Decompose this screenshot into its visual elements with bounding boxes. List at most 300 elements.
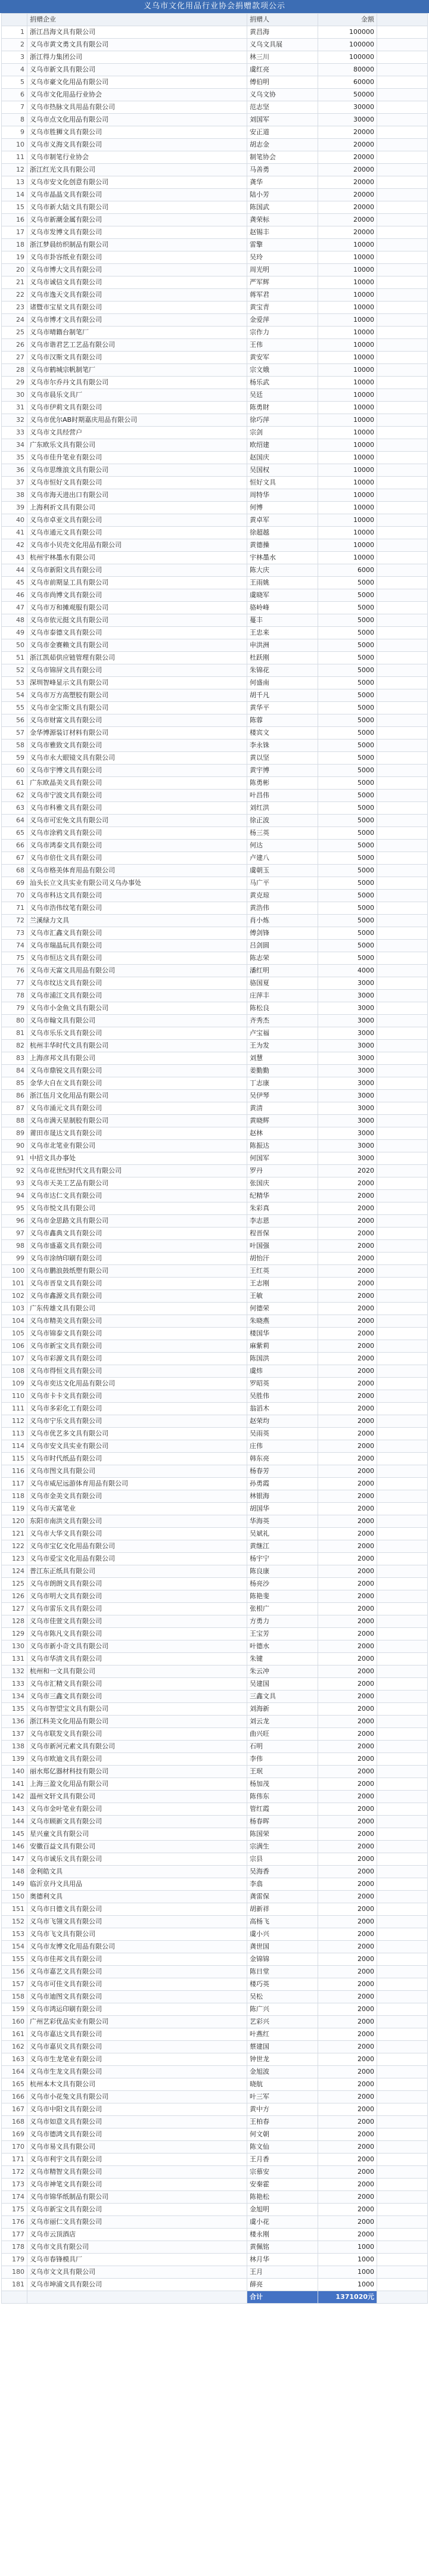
row-amount: 5000 [318, 952, 377, 965]
row-amount: 2000 [318, 1353, 377, 1365]
table-row [2, 1966, 428, 1978]
header-contact: 捐赠人 [247, 14, 318, 26]
row-contact: 黄清 [247, 1102, 318, 1115]
row-spacer [377, 1716, 428, 1728]
row-amount: 2000 [318, 1490, 377, 1503]
row-amount: 2000 [318, 1190, 377, 1202]
row-contact: 吴雨英 [247, 1428, 318, 1440]
row-company: 杭州丰华时代文具有限公司 [27, 1040, 247, 1052]
row-no: 19 [2, 251, 27, 264]
total-company [27, 2291, 247, 2304]
row-contact: 黄浩伟 [247, 902, 318, 915]
table-row [2, 1565, 428, 1578]
row-spacer [377, 64, 428, 76]
row-no: 156 [2, 1966, 27, 1978]
row-no: 173 [2, 2179, 27, 2191]
row-company: 义乌市安文化创意有限公司 [27, 176, 247, 189]
row-no: 29 [2, 377, 27, 389]
row-amount: 2000 [318, 2128, 377, 2141]
table-row [2, 1866, 428, 1878]
row-spacer [377, 2016, 428, 2028]
row-spacer [377, 1127, 428, 1140]
row-no: 129 [2, 1628, 27, 1640]
row-amount: 2000 [318, 1440, 377, 1453]
row-contact: 杨亮沙 [247, 1578, 318, 1590]
row-amount: 5000 [318, 714, 377, 727]
row-company: 杭州和一文具有限公司 [27, 1665, 247, 1678]
row-spacer [377, 1753, 428, 1766]
row-no: 15 [2, 201, 27, 214]
row-amount: 2000 [318, 1640, 377, 1653]
row-contact: 朱云冲 [247, 1665, 318, 1678]
row-contact: 王月香 [247, 2154, 318, 2166]
row-no: 98 [2, 1240, 27, 1253]
row-amount: 2000 [318, 1803, 377, 1816]
table-row [2, 639, 428, 652]
row-amount: 5000 [318, 627, 377, 639]
row-contact: 叶燕红 [247, 2028, 318, 2041]
row-spacer [377, 902, 428, 915]
row-spacer [377, 514, 428, 527]
row-amount: 2000 [318, 1678, 377, 1691]
row-spacer [377, 1778, 428, 1791]
row-amount: 2000 [318, 1340, 377, 1353]
row-no: 90 [2, 1140, 27, 1152]
row-contact: 叶昌伟 [247, 790, 318, 802]
row-amount: 10000 [318, 339, 377, 352]
table-row [2, 1691, 428, 1703]
row-amount: 2000 [318, 1828, 377, 1841]
row-amount: 5000 [318, 639, 377, 652]
row-no: 138 [2, 1741, 27, 1753]
table-row [2, 276, 428, 289]
table-row [2, 1903, 428, 1916]
table-row [2, 214, 428, 226]
row-company: 义乌市格美体育用品有限公司 [27, 865, 247, 877]
row-amount: 20000 [318, 126, 377, 139]
row-amount: 2000 [318, 1565, 377, 1578]
row-contact: 韩东亮 [247, 1453, 318, 1465]
row-contact: 林月华 [247, 2254, 318, 2266]
table-row [2, 589, 428, 602]
row-company: 义乌市华清文具有限公司 [27, 1653, 247, 1665]
row-contact: 安正道 [247, 126, 318, 139]
row-amount: 3000 [318, 1077, 377, 1090]
row-no: 55 [2, 702, 27, 714]
table-row [2, 840, 428, 852]
row-no: 1 [2, 26, 27, 39]
row-spacer [377, 276, 428, 289]
row-company: 义乌市鑫源文具有限公司 [27, 1290, 247, 1303]
table-row [2, 952, 428, 965]
row-amount: 3000 [318, 1127, 377, 1140]
row-contact: 黄继江 [247, 1540, 318, 1553]
row-no: 154 [2, 1941, 27, 1953]
row-amount: 1000 [318, 2241, 377, 2254]
row-contact: 刘海新 [247, 1703, 318, 1716]
row-company: 义乌市嘉达文具有限公司 [27, 2028, 247, 2041]
table-row [2, 890, 428, 902]
row-company: 义乌市思维浪文具有限公司 [27, 464, 247, 477]
table-row [2, 452, 428, 464]
table-row [2, 2266, 428, 2279]
row-contact: 王柏春 [247, 2116, 318, 2128]
table-row [2, 902, 428, 915]
row-no: 30 [2, 389, 27, 402]
row-spacer [377, 1540, 428, 1553]
row-no: 169 [2, 2128, 27, 2141]
row-spacer [377, 2028, 428, 2041]
row-spacer [377, 2103, 428, 2116]
row-contact: 王伟 [247, 339, 318, 352]
row-spacer [377, 339, 428, 352]
row-amount: 2000 [318, 1515, 377, 1528]
row-spacer [377, 1202, 428, 1215]
row-contact: 卢建八 [247, 852, 318, 865]
row-no: 56 [2, 714, 27, 727]
row-company: 义乌市乐乐文具有限公司 [27, 1027, 247, 1040]
row-amount: 10000 [318, 439, 377, 452]
table-row [2, 2116, 428, 2128]
row-no: 127 [2, 1603, 27, 1615]
row-spacer [377, 602, 428, 614]
row-contact: 吴建国 [247, 1678, 318, 1691]
row-company: 义乌市飞文具有限公司 [27, 1928, 247, 1941]
row-company: 浙江凯茹供应链管理有限公司 [27, 652, 247, 664]
row-amount: 10000 [318, 239, 377, 251]
row-contact: 胡志金 [247, 139, 318, 151]
row-no: 34 [2, 439, 27, 452]
row-contact: 黄华平 [247, 702, 318, 714]
row-amount: 5000 [318, 652, 377, 664]
row-contact: 陈志荣 [247, 952, 318, 965]
row-spacer [377, 652, 428, 664]
row-company: 金利皓文具 [27, 1866, 247, 1878]
row-spacer [377, 977, 428, 990]
row-amount: 20000 [318, 201, 377, 214]
row-no: 8 [2, 114, 27, 126]
row-contact: 陈广兴 [247, 2003, 318, 2016]
row-company: 义乌市小金鱼文具有限公司 [27, 1002, 247, 1015]
row-no: 142 [2, 1791, 27, 1803]
row-no: 78 [2, 990, 27, 1002]
table-row [2, 539, 428, 552]
row-amount: 10000 [318, 477, 377, 489]
row-spacer [377, 214, 428, 226]
row-contact: 陈振达 [247, 1140, 318, 1152]
row-amount: 2000 [318, 1891, 377, 1903]
table-row [2, 1791, 428, 1803]
table-row [2, 514, 428, 527]
row-no: 174 [2, 2191, 27, 2204]
row-company: 义乌市汇精文具有限公司 [27, 1678, 247, 1691]
row-no: 88 [2, 1115, 27, 1127]
row-contact: 徐正波 [247, 815, 318, 827]
row-amount: 1000 [318, 2266, 377, 2279]
row-no: 148 [2, 1866, 27, 1878]
row-company: 义乌市新宝文具有限公司 [27, 2204, 247, 2216]
row-no: 82 [2, 1040, 27, 1052]
row-spacer [377, 1991, 428, 2003]
row-amount: 2000 [318, 1503, 377, 1515]
row-company: 义乌市倍仕文具有限公司 [27, 852, 247, 865]
row-no: 166 [2, 2091, 27, 2103]
table-row [2, 139, 428, 151]
row-amount: 2000 [318, 2229, 377, 2241]
table-row [2, 1303, 428, 1315]
table-row [2, 1015, 428, 1027]
row-amount: 5000 [318, 739, 377, 752]
row-contact: 叶国强 [247, 1240, 318, 1253]
row-company: 义乌市陈凡文具有限公司 [27, 1628, 247, 1640]
row-contact: 李翕 [247, 1878, 318, 1891]
row-contact: 纪精华 [247, 1190, 318, 1202]
table-row [2, 614, 428, 627]
row-no: 102 [2, 1290, 27, 1303]
row-company: 义乌市卦容纸业有限公司 [27, 251, 247, 264]
donation-table-body [2, 14, 428, 2304]
row-spacer [377, 1916, 428, 1928]
row-spacer [377, 251, 428, 264]
row-no: 74 [2, 940, 27, 952]
table-row [2, 2003, 428, 2016]
row-no: 133 [2, 1678, 27, 1691]
row-company: 义乌市悦文具有限公司 [27, 1202, 247, 1215]
row-no: 116 [2, 1465, 27, 1478]
row-amount: 2000 [318, 2028, 377, 2041]
row-contact: 王忠来 [247, 627, 318, 639]
row-contact: 欧绍建 [247, 439, 318, 452]
row-company: 义乌市锦华纸制品有限公司 [27, 2191, 247, 2204]
row-company: 义乌市永大眼镜文具有限公司 [27, 752, 247, 765]
row-no: 75 [2, 952, 27, 965]
row-no: 168 [2, 2116, 27, 2128]
row-company: 义乌市锦泰文具有限公司 [27, 1328, 247, 1340]
row-no: 20 [2, 264, 27, 276]
row-amount: 100000 [318, 51, 377, 64]
row-spacer [377, 1290, 428, 1303]
row-no: 103 [2, 1303, 27, 1315]
row-spacer [377, 2078, 428, 2091]
row-no: 86 [2, 1090, 27, 1102]
row-no: 60 [2, 765, 27, 777]
row-contact: 龚雷保 [247, 1891, 318, 1903]
row-spacer [377, 1665, 428, 1678]
row-no: 64 [2, 815, 27, 827]
row-no: 124 [2, 1565, 27, 1578]
row-amount: 5000 [318, 877, 377, 890]
row-contact: 金爱萍 [247, 314, 318, 327]
row-contact: 晓航 [247, 2078, 318, 2091]
row-spacer [377, 2254, 428, 2266]
row-spacer [377, 890, 428, 902]
row-company: 义乌市浩伟纹笔有限公司 [27, 902, 247, 915]
row-spacer [377, 427, 428, 439]
row-spacer [377, 1628, 428, 1640]
row-spacer [377, 477, 428, 489]
table-row [2, 1190, 428, 1202]
row-contact: 赵荣均 [247, 1415, 318, 1428]
row-spacer [377, 1228, 428, 1240]
row-contact: 金锦锦 [247, 1953, 318, 1966]
row-contact: 林银海 [247, 1490, 318, 1503]
row-no: 144 [2, 1816, 27, 1828]
row-spacer [377, 1828, 428, 1841]
row-contact: 姜勤勤 [247, 1065, 318, 1077]
table-row [2, 1002, 428, 1015]
row-company: 义乌市金美文具有限公司 [27, 1490, 247, 1503]
row-spacer [377, 389, 428, 402]
row-contact: 陈日堂 [247, 1966, 318, 1978]
row-amount: 10000 [318, 489, 377, 502]
row-contact: 陈蓉 [247, 714, 318, 727]
row-amount: 10000 [318, 276, 377, 289]
row-no: 161 [2, 2028, 27, 2041]
row-no: 152 [2, 1916, 27, 1928]
row-amount: 5000 [318, 777, 377, 790]
row-company: 义乌市恒好文具有限公司 [27, 477, 247, 489]
table-row [2, 1040, 428, 1052]
row-contact: 管红霞 [247, 1803, 318, 1816]
row-contact: 胡怡汗 [247, 1253, 318, 1265]
table-row [2, 489, 428, 502]
row-company: 义乌市大华文具有限公司 [27, 1528, 247, 1540]
row-contact: 何达 [247, 840, 318, 852]
row-spacer [377, 1816, 428, 1828]
table-row [2, 2216, 428, 2229]
row-contact: 黄晓辉 [247, 1115, 318, 1127]
table-row [2, 1766, 428, 1778]
row-amount: 2000 [318, 2116, 377, 2128]
row-company: 浙江红光文具有限公司 [27, 164, 247, 176]
row-spacer [377, 114, 428, 126]
row-contact: 宗作力 [247, 327, 318, 339]
row-spacer [377, 2053, 428, 2066]
row-contact: 薛亮 [247, 2279, 318, 2291]
row-no: 72 [2, 915, 27, 927]
row-no: 164 [2, 2066, 27, 2078]
table-row [2, 1215, 428, 1228]
row-company: 义乌市威尼远游体育用品有限公司 [27, 1478, 247, 1490]
row-company: 义乌市雷乐文具有限公司 [27, 1603, 247, 1615]
row-amount: 3000 [318, 990, 377, 1002]
row-amount: 10000 [318, 539, 377, 552]
table-row [2, 201, 428, 214]
table-row [2, 1102, 428, 1115]
row-no: 46 [2, 589, 27, 602]
row-no: 117 [2, 1478, 27, 1490]
row-no: 159 [2, 2003, 27, 2016]
row-no: 85 [2, 1077, 27, 1090]
row-spacer [377, 865, 428, 877]
row-company: 义乌市新小奇文具有限公司 [27, 1640, 247, 1653]
table-row [2, 477, 428, 489]
row-no: 32 [2, 414, 27, 427]
row-amount: 5000 [318, 802, 377, 815]
row-amount: 2000 [318, 1415, 377, 1428]
row-company: 东阳市南洪文具有限公司 [27, 1515, 247, 1528]
row-no: 24 [2, 314, 27, 327]
table-row [2, 502, 428, 514]
row-no: 123 [2, 1553, 27, 1565]
row-company: 义乌市文具有限公司 [27, 2241, 247, 2254]
row-spacer [377, 1766, 428, 1778]
row-contact: 胡新祥 [247, 1903, 318, 1916]
row-no: 35 [2, 452, 27, 464]
row-contact: 朱彩真 [247, 1202, 318, 1215]
row-no: 128 [2, 1615, 27, 1628]
row-contact: 李永铢 [247, 739, 318, 752]
row-company: 义乌市晨乐文具厂 [27, 389, 247, 402]
row-spacer [377, 1190, 428, 1202]
row-company: 义乌市汇鑫文具有限公司 [27, 927, 247, 940]
row-no: 12 [2, 164, 27, 176]
table-row [2, 327, 428, 339]
table-row [2, 1741, 428, 1753]
row-amount: 5000 [318, 664, 377, 677]
row-no: 155 [2, 1953, 27, 1966]
table-row [2, 1716, 428, 1728]
row-contact: 黄德操 [247, 539, 318, 552]
row-spacer [377, 2141, 428, 2154]
row-no: 120 [2, 1515, 27, 1528]
table-row [2, 1991, 428, 2003]
table-row [2, 1665, 428, 1678]
row-company: 义乌市金赛赖文具有限公司 [27, 639, 247, 652]
row-no: 83 [2, 1052, 27, 1065]
row-contact: 吴伊琴 [247, 1090, 318, 1102]
row-amount: 100000 [318, 26, 377, 39]
row-spacer [377, 1365, 428, 1378]
table-row [2, 1165, 428, 1177]
table-row [2, 677, 428, 689]
row-contact: 傅剑锋 [247, 927, 318, 940]
row-amount: 2000 [318, 1841, 377, 1853]
row-spacer [377, 1303, 428, 1315]
row-no: 84 [2, 1065, 27, 1077]
row-company: 上海三盈文化用品有限公司 [27, 1778, 247, 1791]
row-no: 167 [2, 2103, 27, 2116]
row-amount: 3000 [318, 1015, 377, 1027]
row-no: 3 [2, 51, 27, 64]
row-spacer [377, 1015, 428, 1027]
row-spacer [377, 689, 428, 702]
row-contact: 虞红亮 [247, 64, 318, 76]
row-amount: 2000 [318, 1728, 377, 1741]
row-no: 165 [2, 2078, 27, 2091]
row-contact: 蔡建国 [247, 2041, 318, 2053]
row-contact: 赵国庆 [247, 452, 318, 464]
row-no: 18 [2, 239, 27, 251]
table-row [2, 1378, 428, 1390]
table-row [2, 2179, 428, 2191]
table-row [2, 802, 428, 815]
row-contact: 吴斌礼 [247, 1528, 318, 1540]
table-row [2, 1878, 428, 1891]
row-spacer [377, 1027, 428, 1040]
row-spacer [377, 201, 428, 214]
row-contact: 卢宝福 [247, 1027, 318, 1040]
row-company: 义乌市天富笔业 [27, 1503, 247, 1515]
row-spacer [377, 952, 428, 965]
table-row [2, 1841, 428, 1853]
row-contact: 何国军 [247, 1152, 318, 1165]
row-contact: 钟世龙 [247, 2053, 318, 2066]
row-contact: 华海英 [247, 1515, 318, 1528]
row-no: 66 [2, 840, 27, 852]
row-amount: 2020 [318, 1165, 377, 1177]
row-contact: 蔓丰 [247, 614, 318, 627]
